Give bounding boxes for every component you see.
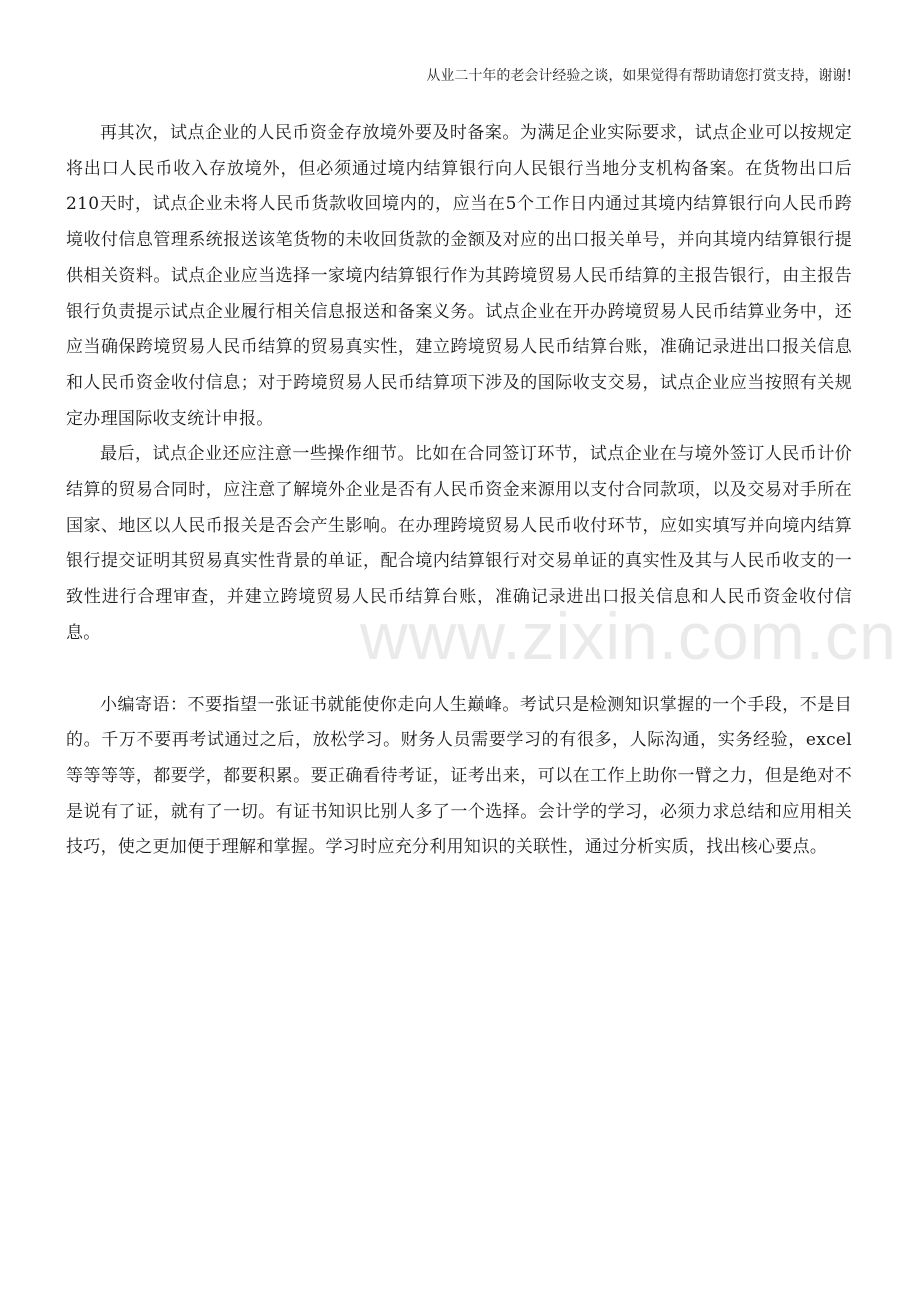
paragraph-filing-requirements: 再其次，试点企业的人民币资金存放境外要及时备案。为满足企业实际要求，试点企业可以按规定将出口人民币收入存放境外，但必须通过境内结算银行向人民银行当地分支机构备案。在货物出口后210天时，试点企业未将人民币货款收回境内的，应当在5个工作日内通过其境内结算银行向人民币跨境收付信息管理系统报送该笔货物的未收回货款的金额及对应的出口报关单号，并向其境内结算银行提供相关资料。试点企业应当选择一家境内结算银行作为其跨境贸易人民币结算的主报告银行，由主报告银行负责提示试点企业履行相关信息报送和备案义务。试点企业在开办跨境贸易人民币结算业务中，还应当确保跨境贸易人民币结算的贸易真实性，建立跨境贸易人民币结算台账，准确记录进出口报关信息和人民币资金收付信息；对于跨境贸易人民币结算项下涉及的国际收支交易，试点企业应当按照有关规定办理国际收支统计申报。: [66, 123, 852, 429]
document-body: [66, 116, 852, 866]
page-header-tagline: 从业二十年的老会计经验之谈，如果觉得有帮助请您打赏支持，谢谢!: [426, 68, 852, 84]
paragraph-operation-details: 最后，试点企业还应注意一些操作细节。比如在合同签订环节，试点企业在与境外签订人民币计价结算的贸易合同时，应注意了解境外企业是否有人民币资金来源用以支付合同款项，以及交易对手所在国家、地区以人民币报关是否会产生影响。在办理跨境贸易人民币收付环节，应如实填写并向境内结算银行提交证明其贸易真实性背景的单证，配合境内结算银行对交易单证的真实性及其与人民币收支的一致性进行合理审查，并建立跨境贸易人民币结算台账，准确记录进出口报关信息和人民币资金收付信息。: [66, 444, 852, 643]
paragraph-spacer: [66, 652, 852, 688]
paragraph-editor-note: 小编寄语：不要指望一张证书就能使你走向人生巅峰。考试只是检测知识掌握的一个手段，不是目的。千万不要再考试通过之后，放松学习。财务人员需要学习的有很多，人际沟通，实务经验，excel等等等等，都要学，都要积累。要正确看待考证，证考出来，可以在工作上助你一臂之力，但是绝对不是说有了证，就有了一切。有证书知识比别人多了一个选择。会计学的学习，必须力求总结和应用相关技巧，使之更加便于理解和掌握。学习时应充分利用知识的关联性，通过分析实质，找出核心要点。: [66, 694, 852, 858]
site-watermark: www.zixin.com.cn: [360, 599, 897, 673]
